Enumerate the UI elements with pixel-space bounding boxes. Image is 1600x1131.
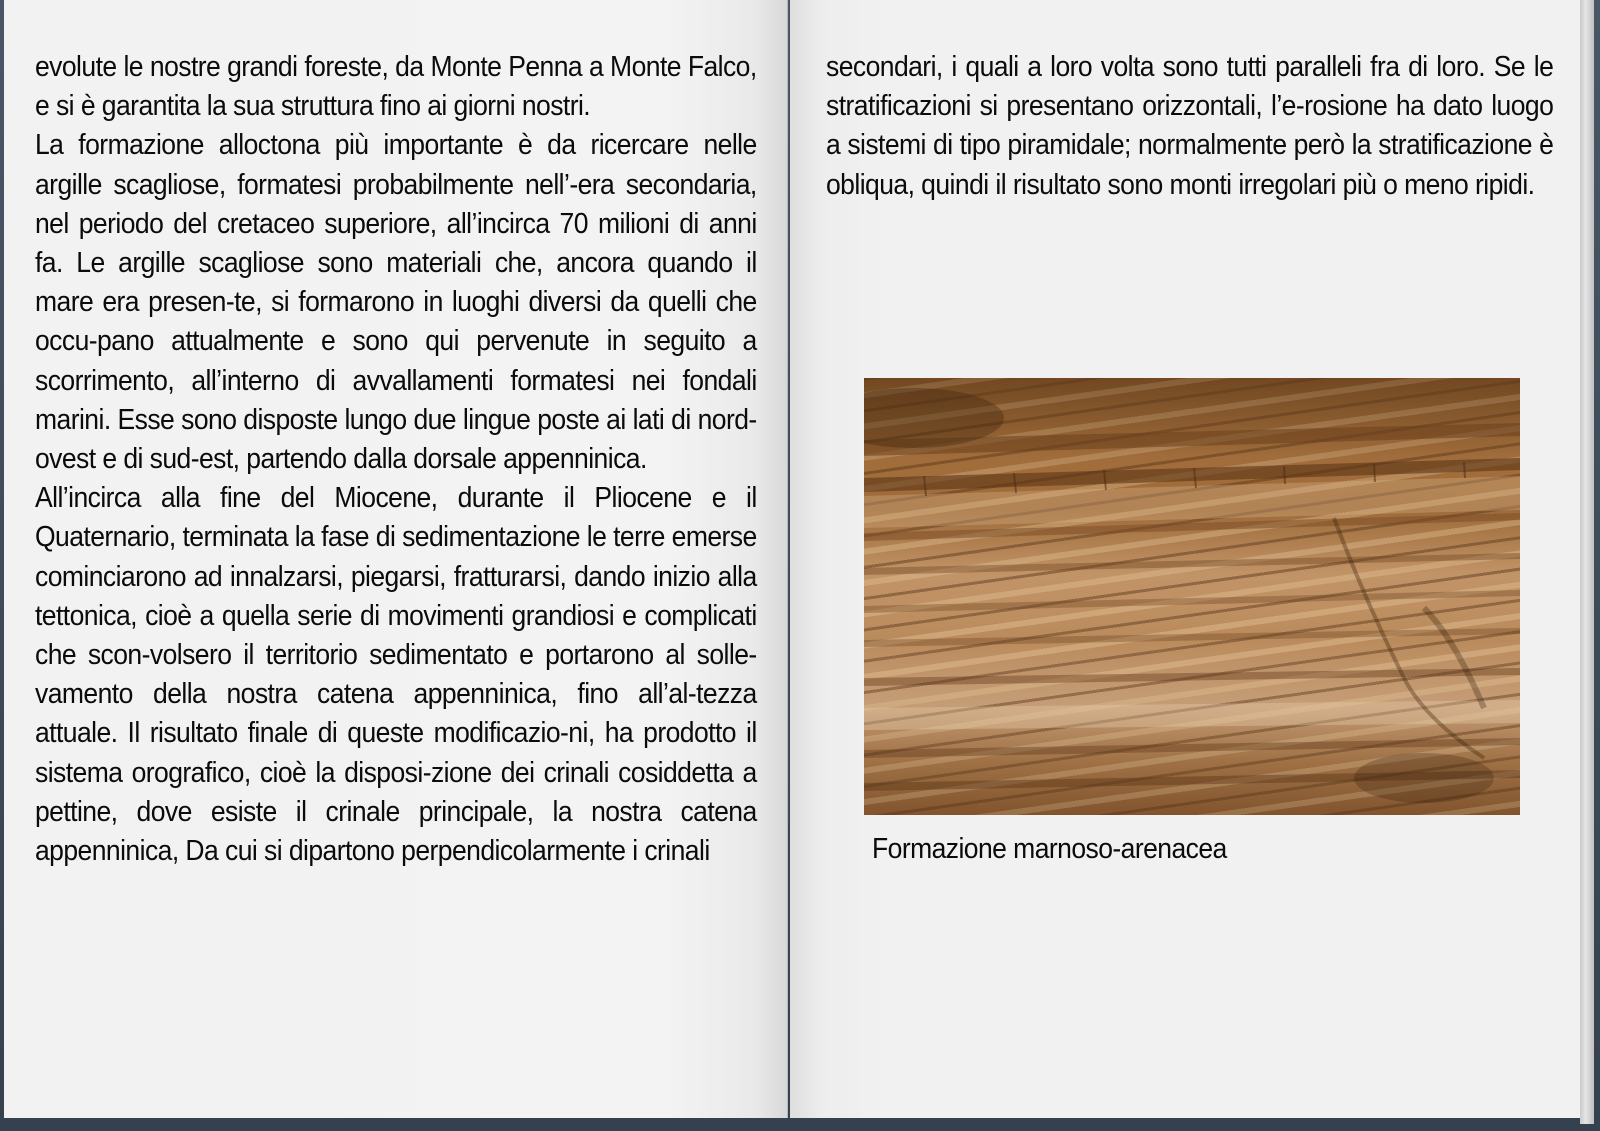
photo-caption: Formazione marnoso-arenacea xyxy=(872,833,1227,865)
rock-formation-photo xyxy=(864,378,1520,815)
left-page-text xyxy=(35,48,757,871)
rock-strata-illustration xyxy=(864,378,1520,815)
page-edge xyxy=(1580,0,1594,1124)
paragraph: All’incirca alla fine del Miocene, durante il Pliocene e il Quaternario, terminata la fase di sedimentazione le terre emerse cominciarono ad innalzarsi, piegarsi, fratturarsi, dando inizio alla tettonica, cioè a quella serie di movimenti grandiosi e complicati che scon-volsero il territorio sedimentato e portarono al solle-vamento della nostra catena appenninica, fino all’al-tezza attuale. Il risultato finale di queste modificazio-ni, ha prodotto il sistema orografico, cioè la disposi-zione dei crinali cosiddetta a pettine, dove esiste il crinale principale, la nostra catena appenninica, Da cui si dipartono perpendicolarmente i crinali xyxy=(35,482,757,868)
right-page-text xyxy=(826,48,1553,205)
paragraph: evolute le nostre grandi foreste, da Monte Penna a Monte Falco, e si è garantita la sua struttura fino ai giorni nostri. xyxy=(35,51,757,123)
paragraph: La formazione alloctona più importante è da ricercare nelle argille scagliose, formatesi probabilmente nell’-era secondaria, nel periodo del cretaceo superiore, all’incirca 70 milioni di anni fa. Le argille scagliose sono materiali che, ancora quando il mare era presen-te, si formarono in luoghi diversi da quelli che occu-pano attualmente e sono qui pervenute in seguito a scorrimento, all’interno di avvallamenti formatesi nei fondali marini. Esse sono disposte lungo due lingue poste ai lati di nord-ovest e di sud-est, partendo dalla dorsale appenninica. xyxy=(35,129,757,476)
paragraph: secondari, i quali a loro volta sono tutti paralleli fra di loro. Se le stratificazioni si presentano orizzontali, l’e-rosione ha dato luogo a sistemi di tipo piramidale; normalmente però la stratificazione è obliqua, quindi il risultato sono monti irregolari più o meno ripidi. xyxy=(826,51,1554,201)
